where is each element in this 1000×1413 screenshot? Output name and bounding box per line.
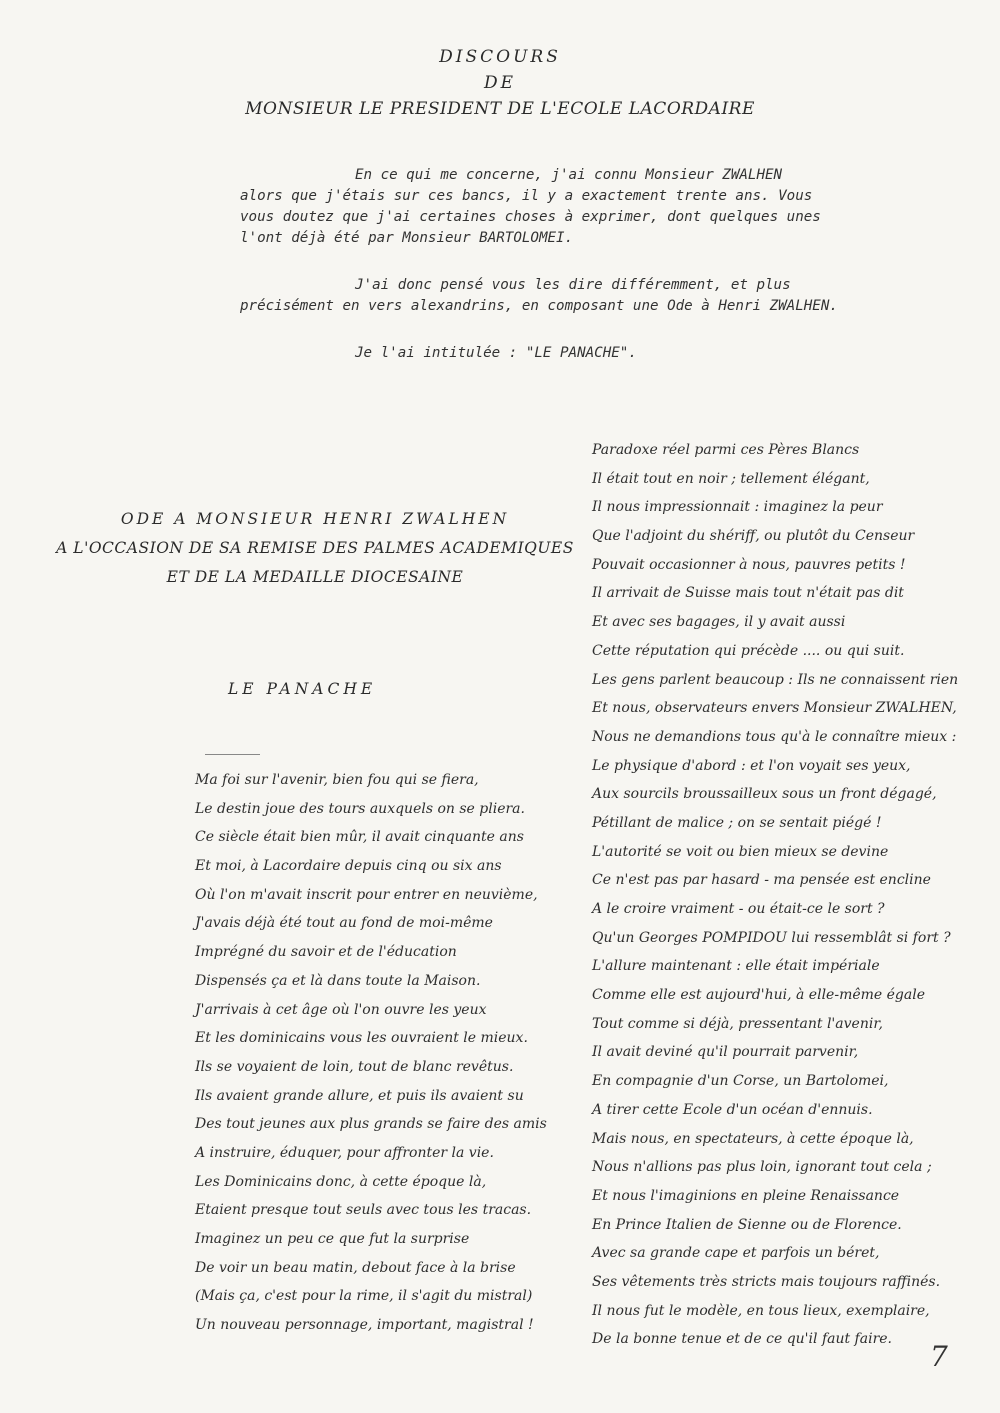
- divider: [205, 754, 260, 755]
- header-de: DE: [483, 73, 517, 93]
- intro-line: précisément en vers alexandrins, en composant une Ode à Henri ZWALHEN.: [240, 298, 838, 314]
- verse-line: A le croire vraiment - ou était-ce le sort ?: [592, 901, 885, 917]
- verse-line: Ses vêtements très stricts mais toujours raffinés.: [592, 1273, 941, 1290]
- verse-line: A tirer cette Ecole d'un océan d'ennuis.: [592, 1101, 873, 1118]
- verse-line: En compagnie d'un Corse, un Bartolomei,: [592, 1073, 889, 1090]
- intro-paragraph-2: [240, 275, 960, 317]
- verse-line: L'autorité se voit ou bien mieux se devine: [592, 843, 889, 860]
- ode-title-line-1: ODE A MONSIEUR HENRI ZWALHEN: [120, 510, 510, 528]
- verse-line: Ce siècle était bien mûr, il avait cinquante ans: [195, 829, 524, 846]
- verse-line: Nous ne demandions tous qu'à le connaître mieux :: [592, 728, 957, 745]
- verse-line: Les Dominicains donc, à cette époque là,: [195, 1173, 487, 1190]
- verse-line: Qu'un Georges POMPIDOU lui ressemblât si fort ?: [592, 929, 951, 946]
- verse-line: En Prince Italien de Sienne ou de Florence.: [592, 1216, 902, 1233]
- speech-header: [0, 44, 1000, 122]
- verse-line: Il était tout en noir ; tellement élégant,: [592, 470, 870, 487]
- verse-line: Et nous, observateurs envers Monsieur ZWALHEN,: [592, 700, 957, 717]
- verse-line: Et avec ses bagages, il y avait aussi: [592, 614, 846, 631]
- verse-line: Tout comme si déjà, pressentant l'avenir,: [592, 1015, 883, 1032]
- verse-line: Ils avaient grande allure, et puis ils avaient su: [195, 1087, 524, 1104]
- verse-line: De la bonne tenue et de ce qu'il faut faire.: [592, 1331, 892, 1348]
- verse-line: Comme elle est aujourd'hui, à elle-même égale: [592, 987, 925, 1004]
- verse-line: L'allure maintenant : elle était impériale: [592, 958, 880, 975]
- verse-line: Il nous impressionnait : imaginez la peur: [592, 499, 883, 516]
- page-number: 7: [930, 1340, 948, 1373]
- verse-line: Que l'adjoint du shériff, ou plutôt du Censeur: [592, 528, 915, 545]
- verse-line: Il avait deviné qu'il pourrait parvenir,: [592, 1044, 859, 1061]
- intro-text: [240, 165, 960, 390]
- ode-title: [40, 505, 590, 592]
- verse-line: Avec sa grande cape et parfois un béret,: [592, 1245, 880, 1262]
- verse-line: Les gens parlent beaucoup : Ils ne connaissent rien: [592, 671, 959, 688]
- verse-line: Le physique d'abord : et l'on voyait ses yeux,: [592, 757, 911, 774]
- intro-line: l'ont déjà été par Monsieur BARTOLOMEI.: [240, 230, 574, 246]
- verse-line: Ma foi sur l'avenir, bien fou qui se fiera,: [195, 772, 479, 788]
- header-subtitle: MONSIEUR LE PRESIDENT DE L'ECOLE LACORDAIRE: [245, 99, 755, 119]
- verse-line: Des tout jeunes aux plus grands se faire des amis: [195, 1116, 547, 1133]
- verse-line: Où l'on m'avait inscrit pour entrer en neuvième,: [195, 886, 538, 903]
- verse-line: De voir un beau matin, debout face à la brise: [195, 1259, 516, 1276]
- verse-line: Et les dominicains vous les ouvraient le mieux.: [195, 1030, 528, 1047]
- verse-line: Un nouveau personnage, important, magistral !: [195, 1317, 534, 1334]
- verse-line: Aux sourcils broussailleux sous un front dégagé,: [592, 786, 937, 803]
- verse-line: Pouvait occasionner à nous, pauvres petits !: [592, 556, 906, 573]
- verse-line: Ils se voyaient de loin, tout de blanc revêtus.: [195, 1058, 514, 1075]
- verse-line: Ce n'est pas par hasard - ma pensée est encline: [592, 872, 931, 889]
- poem-column-left: [195, 766, 547, 1340]
- verse-line: Cette réputation qui précède .... ou qui suit.: [592, 642, 905, 659]
- intro-line: Je l'ai intitulée : "LE PANACHE".: [355, 345, 637, 361]
- verse-line: A instruire, éduquer, pour affronter la vie.: [195, 1144, 494, 1161]
- intro-line: vous doutez que j'ai certaines choses à exprimer, dont quelques unes: [240, 209, 821, 225]
- poem-title: LE PANACHE: [228, 680, 377, 698]
- verse-line: (Mais ça, c'est pour la rime, il s'agit du mistral): [195, 1288, 533, 1305]
- poem-column-right: [592, 436, 958, 1354]
- verse-line: Il nous fut le modèle, en tous lieux, exemplaire,: [592, 1302, 930, 1319]
- verse-line: Pétillant de malice ; on se sentait piégé !: [592, 814, 882, 831]
- verse-line: J'arrivais à cet âge où l'on ouvre les yeux: [195, 1001, 487, 1018]
- verse-line: Etaient presque tout seuls avec tous les tracas.: [195, 1202, 532, 1219]
- verse-line: Imprégné du savoir et de l'éducation: [195, 944, 457, 961]
- verse-line: Et moi, à Lacordaire depuis cinq ou six ans: [195, 858, 502, 875]
- verse-line: Mais nous, en spectateurs, à cette époque là,: [592, 1130, 914, 1147]
- ode-title-line-3: ET DE LA MEDAILLE DIOCESAINE: [166, 568, 464, 586]
- verse-line: Dispensés ça et là dans toute la Maison.: [195, 972, 481, 989]
- header-title: DISCOURS: [439, 47, 561, 67]
- verse-line: Nous n'allions pas plus loin, ignorant tout cela ;: [592, 1159, 932, 1176]
- ode-title-line-2: A L'OCCASION DE SA REMISE DES PALMES ACADEMIQUES: [56, 539, 574, 557]
- intro-paragraph-3: [240, 343, 960, 364]
- verse-line: Paradoxe réel parmi ces Pères Blancs: [592, 442, 860, 458]
- verse-line: Le destin joue des tours auxquels on se pliera.: [195, 800, 525, 817]
- intro-paragraph-1: [240, 165, 960, 249]
- intro-line: alors que j'étais sur ces bancs, il y a exactement trente ans. Vous: [240, 188, 813, 204]
- verse-line: Et nous l'imaginions en pleine Renaissance: [592, 1187, 900, 1204]
- verse-line: Imaginez un peu ce que fut la surprise: [195, 1231, 470, 1247]
- verse-line: J'avais déjà été tout au fond de moi-même: [195, 915, 493, 932]
- intro-line: J'ai donc pensé vous les dire différemment, et plus: [355, 277, 791, 293]
- verse-line: Il arrivait de Suisse mais tout n'était pas dit: [592, 585, 904, 602]
- intro-line: En ce qui me concerne, j'ai connu Monsieur ZWALHEN: [355, 167, 783, 183]
